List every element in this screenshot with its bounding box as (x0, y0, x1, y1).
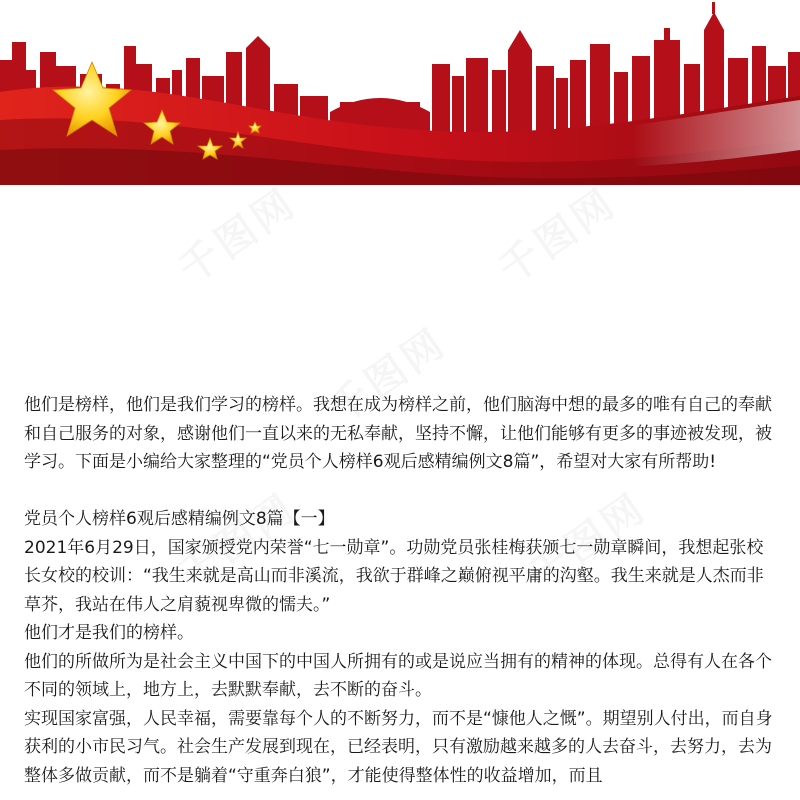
body-paragraph: 他们的所做所为是社会主义中国下的中国人所拥有的或是说应当拥有的精神的体现。总得有人在各个不同的领域上，地方上，去默默奉献，去不断的奋斗。 (24, 651, 772, 700)
watermark (486, 172, 627, 294)
paragraph-gap (24, 477, 780, 506)
body-paragraph: 2021年6月29日，国家颁授党内荣誉“七一勋章”。功勋党员张桂梅获颁七一勋章瞬间，我想起张校长女校的校训：“我生来就是高山而非溪流，我欲于群峰之巅俯视平庸的沟壑。我生来就是人杰而非草芥，我站在伟人之肩藐视卑微的懦夫。” (24, 537, 764, 615)
section-title: 党员个人榜样6观后感精编例文8篇【一】 (24, 509, 335, 529)
header-banner (0, 0, 800, 185)
intro-paragraph: 他们是榜样，他们是我们学习的榜样。我想在成为榜样之前，他们脑海中想的最多的唯有自己的奉献和自己服务的对象，感谢他们一直以来的无私奉献，坚持不懈，让他们能够有更多的事迹被发现，被学习。下面是小编给大家整理的“党员个人榜样6观后感精编例文8篇”，希望对大家有所帮助! (24, 395, 772, 472)
document-body (24, 391, 780, 790)
watermark (166, 172, 307, 294)
body-paragraph: 实现国家富强，人民幸福，需要靠每个人的不断努力，而不是“慷他人之慨”。期望别人付出，而自身获利的小市民习气。社会生产发展到现在，已经表明，只有激励越来越多的人去奋斗，去努力，去为整体多做贡献，而不是躺着“守重奔白狼”，才能使得整体性的收益增加，而且 (24, 708, 773, 786)
body-paragraph: 他们才是我们的榜样。 (24, 623, 194, 643)
